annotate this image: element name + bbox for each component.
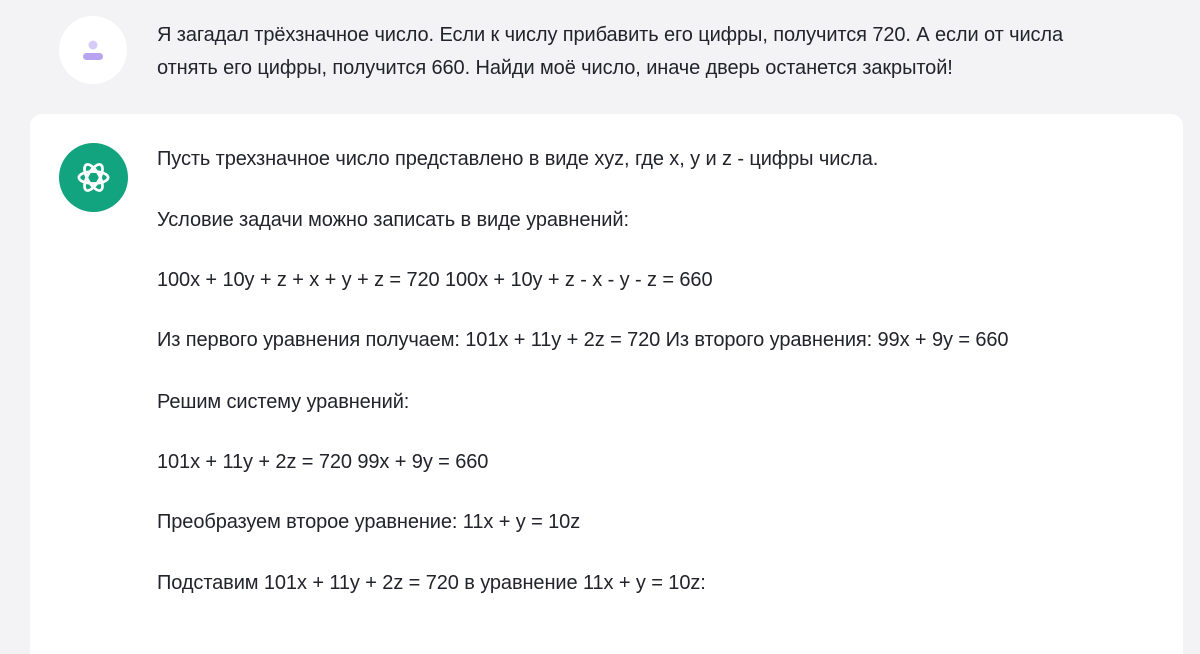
- assistant-avatar: [59, 143, 128, 212]
- assistant-paragraph: 100x + 10y + z + x + y + z = 720 100x + 10y + z - x - y - z = 660: [157, 269, 713, 291]
- openai-logo-icon: [74, 158, 113, 197]
- user-message-line: Я загадал трёхзначное число. Если к числу прибавить его цифры, получится 720. А если от числа: [157, 24, 1064, 46]
- assistant-paragraph: Из первого уравнения получаем: 101x + 11y + 2z = 720 Из второго уравнения: 99x + 9y = 660: [157, 329, 1009, 351]
- assistant-paragraph: 101x + 11y + 2z = 720 99x + 9y = 660: [157, 451, 489, 473]
- assistant-paragraph: Подставим 101x + 11y + 2z = 720 в уравнение 11x + y = 10z:: [157, 572, 706, 594]
- assistant-paragraph: Преобразуем второе уравнение: 11x + y = 10z: [157, 511, 581, 533]
- assistant-paragraph: Условие задачи можно записать в виде уравнений:: [157, 209, 629, 231]
- user-message-line: отнять его цифры, получится 660. Найди моё число, иначе дверь останется закрытой!: [157, 57, 953, 79]
- user-avatar: [59, 16, 127, 84]
- assistant-paragraph: Пусть трехзначное число представлено в виде xyz, где x, y и z - цифры числа.: [157, 148, 879, 170]
- user-message: [0, 0, 1200, 114]
- user-silhouette-icon: [79, 36, 107, 64]
- assistant-paragraph: Решим систему уравнений:: [157, 391, 410, 413]
